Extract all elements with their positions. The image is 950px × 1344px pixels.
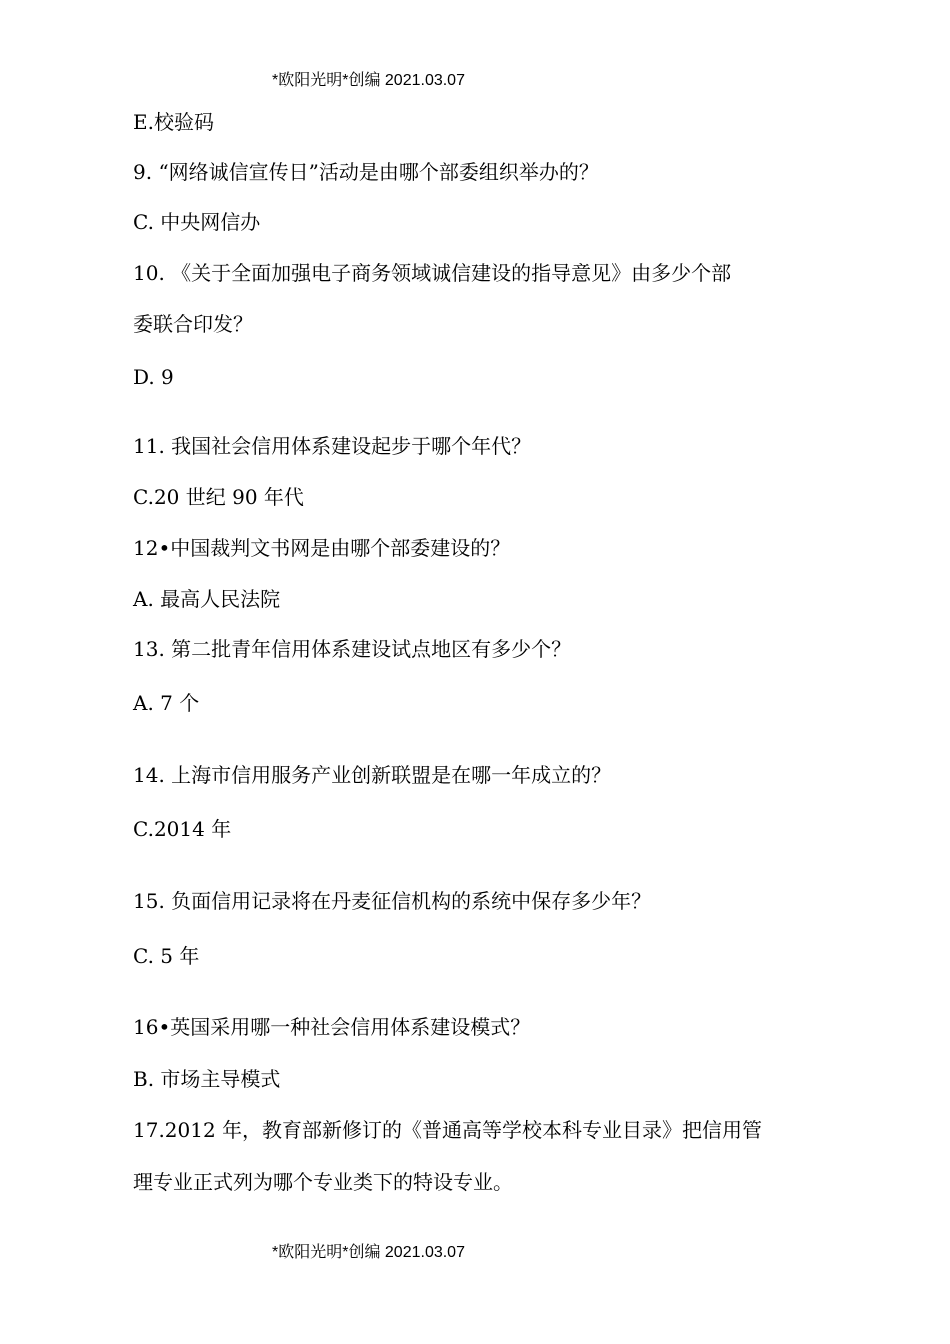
- page-header: *欧阳光明*创编 2021.03.07: [272, 72, 465, 89]
- question-line-continued: 理专业正式列为哪个专业类下的特设专业。: [133, 1170, 513, 1194]
- question-line: 14. 上海市信用服务产业创新联盟是在哪一年成立的？: [133, 763, 612, 787]
- answer-line: C.20 世纪 90 年代: [133, 485, 304, 509]
- question-line: 13. 第二批青年信用体系建设试点地区有多少个？: [133, 637, 572, 661]
- answer-line: A. 最高人民法院: [133, 587, 281, 611]
- answer-line: D. 9: [133, 365, 174, 389]
- question-line: 12•中国裁判文书网是由哪个部委建设的？: [133, 536, 511, 560]
- question-line-continued: 委联合印发？: [133, 312, 253, 336]
- question-line: 16•英国采用哪一种社会信用体系建设模式？: [133, 1015, 531, 1039]
- answer-line: B. 市场主导模式: [133, 1067, 281, 1091]
- answer-line: A. 7 个: [133, 691, 200, 715]
- question-line: 11. 我国社会信用体系建设起步于哪个年代？: [133, 434, 532, 458]
- question-line: 17.2012 年，教育部新修订的《普通高等学校本科专业目录》把信用管: [133, 1118, 763, 1142]
- answer-line: C.2014 年: [133, 817, 232, 841]
- question-line: 10. 《关于全面加强电子商务领域诚信建设的指导意见》由多少个部: [133, 261, 732, 285]
- answer-line: C. 中央网信办: [133, 210, 261, 234]
- question-line: 15. 负面信用记录将在丹麦征信机构的系统中保存多少年？: [133, 889, 652, 913]
- page-footer: *欧阳光明*创编 2021.03.07: [272, 1244, 465, 1261]
- question-line: 9. “网络诚信宣传日”活动是由哪个部委组织举办的？: [133, 160, 599, 184]
- answer-line: C. 5 年: [133, 944, 200, 968]
- answer-line: E.校验码: [133, 110, 214, 134]
